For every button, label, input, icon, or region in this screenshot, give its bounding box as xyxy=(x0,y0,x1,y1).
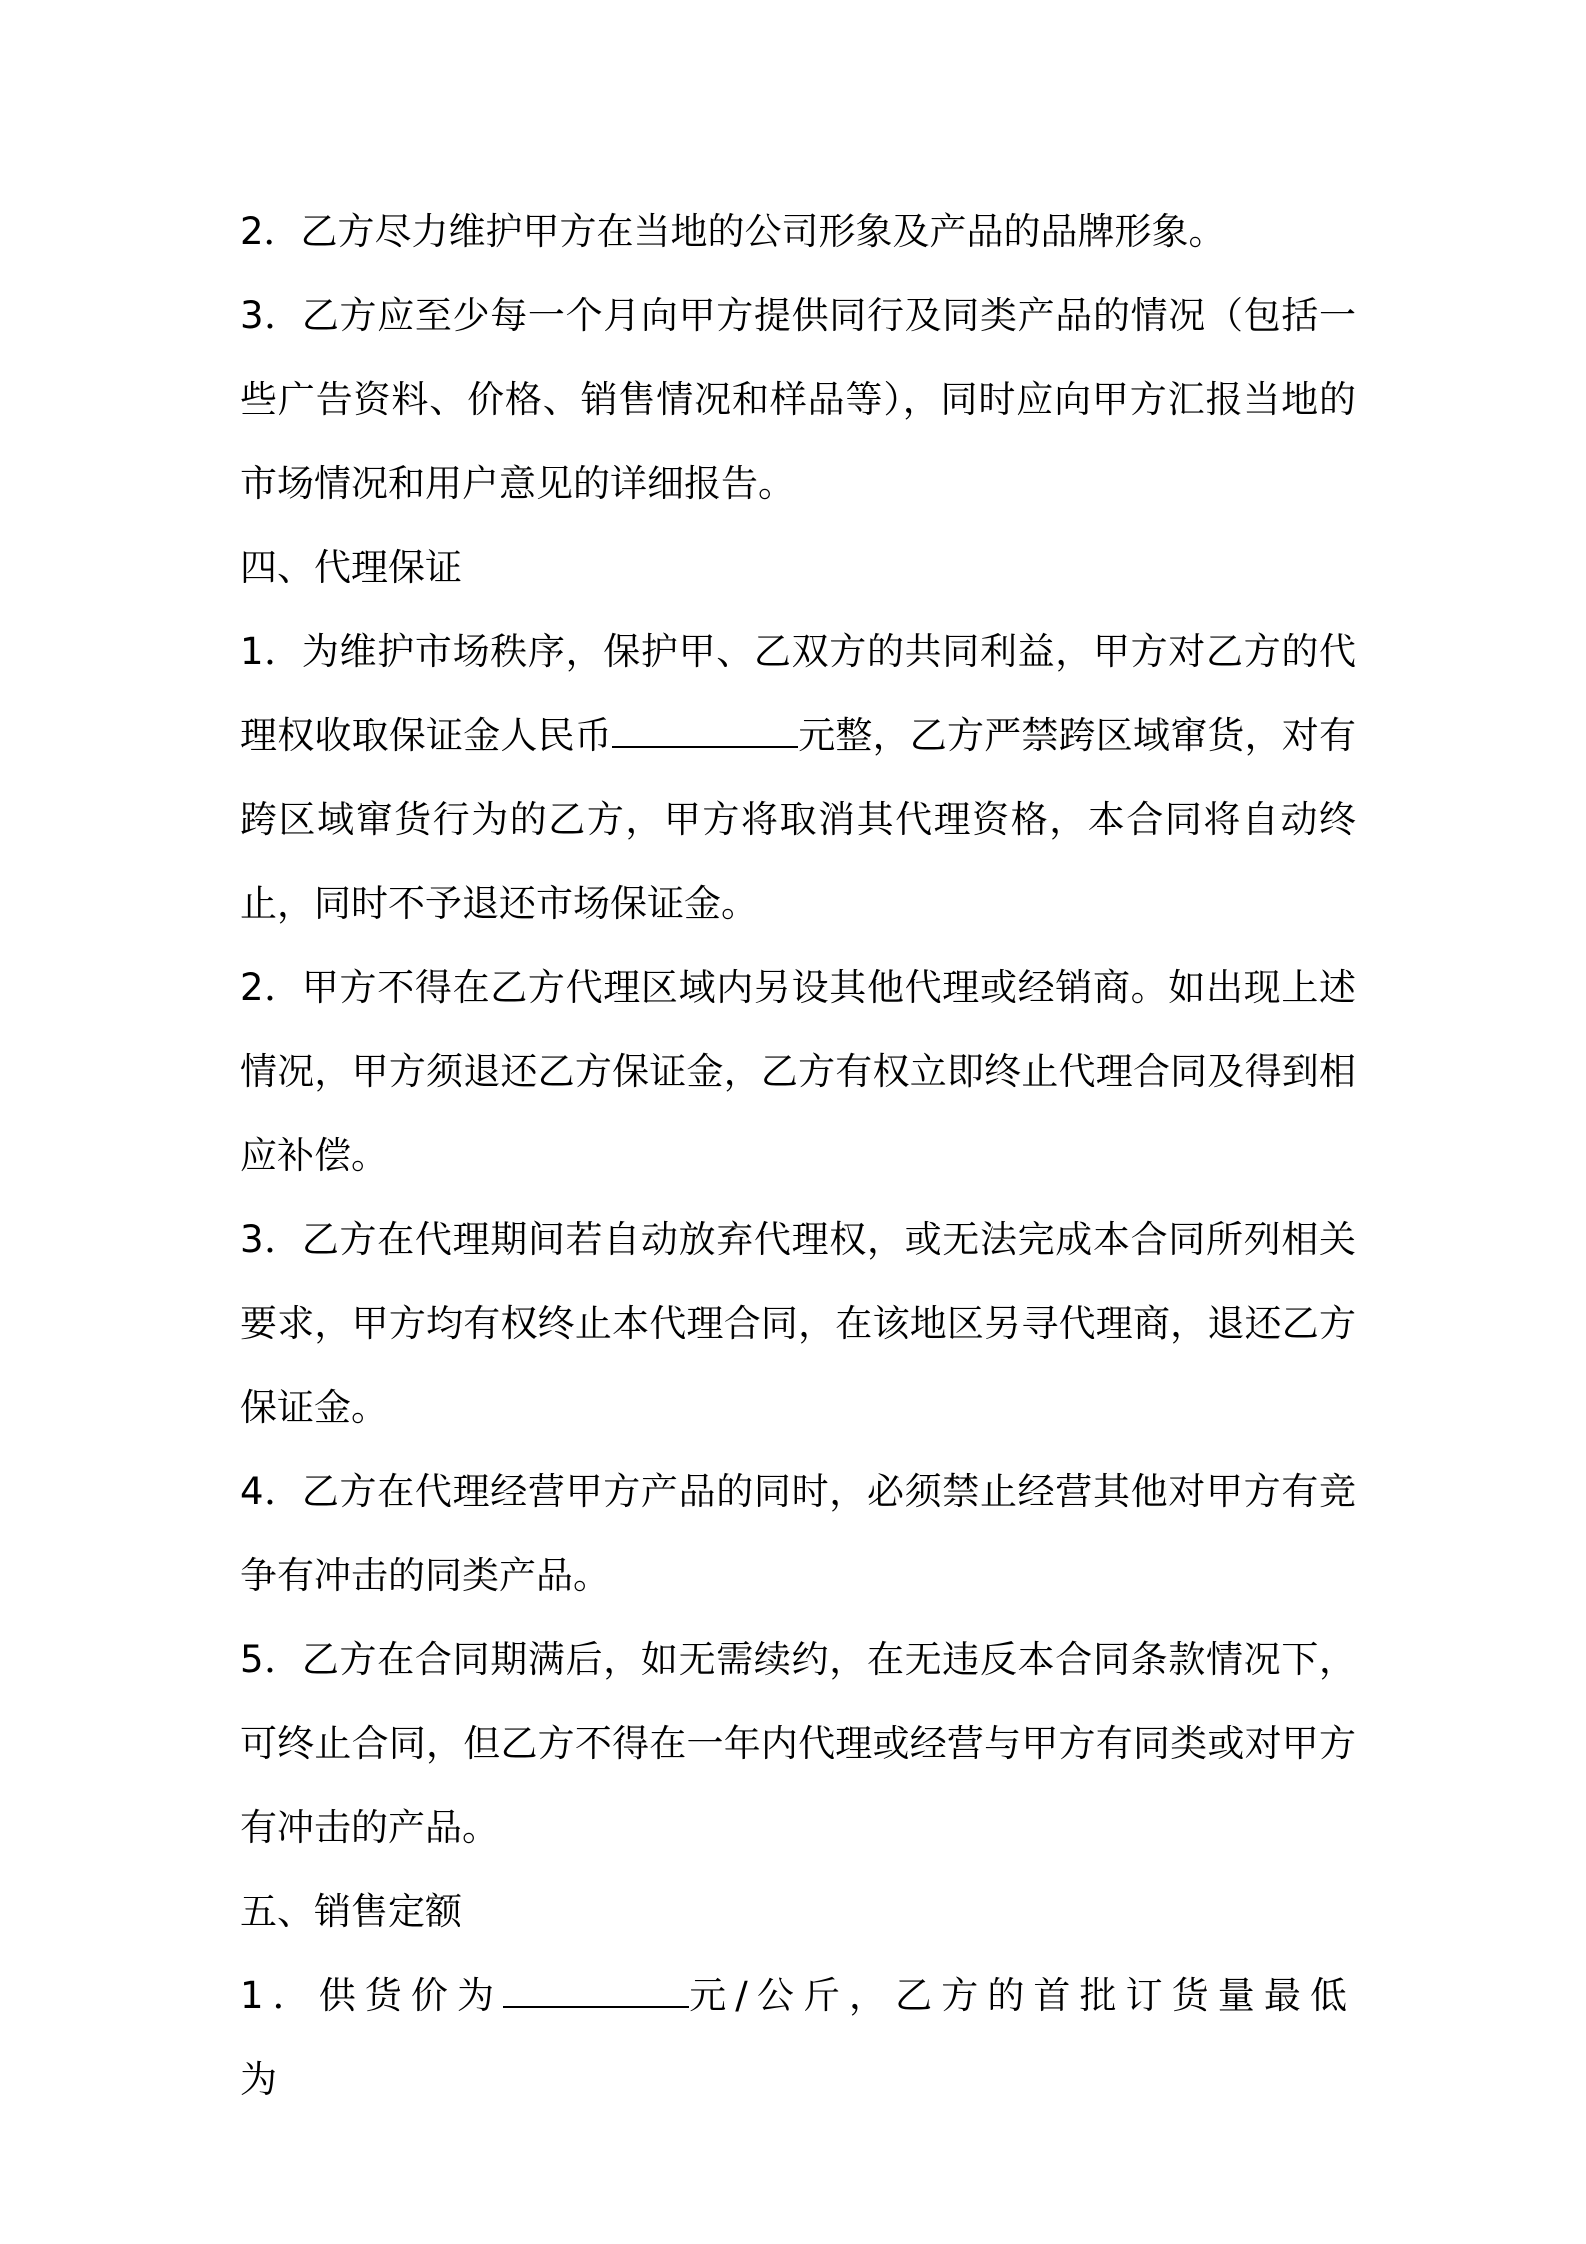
clause-5-1 xyxy=(240,1954,1356,2122)
clause-4-1-part-a: 1．为维护市场秩序，保护甲、乙双方的共同利益，甲方对乙方的代理权收取保证金人民币 xyxy=(240,630,1356,757)
document-page xyxy=(240,190,1356,2122)
clause-3-3: 3．乙方应至少每一个月向甲方提供同行及同类产品的情况（包括一些广告资料、价格、销售情况和样品等），同时应向甲方汇报当地的市场情况和用户意见的详细报告。 xyxy=(240,294,1356,505)
supply-price-blank[interactable] xyxy=(503,1976,689,2008)
clause-4-4: 4．乙方在代理经营甲方产品的同时，必须禁止经营其他对甲方有竞争有冲击的同类产品。 xyxy=(240,1470,1356,1597)
clause-5-1-part-b: 元/公斤，乙方的首批订货量最低为 xyxy=(240,1974,1356,2101)
clause-4-2: 2．甲方不得在乙方代理区域内另设其他代理或经销商。如出现上述情况，甲方须退还乙方保证金，乙方有权立即终止代理合同及得到相应补偿。 xyxy=(240,966,1356,1177)
section-heading-4: 四、代理保证 xyxy=(240,546,462,589)
clause-4-3: 3．乙方在代理期间若自动放弃代理权，或无法完成本合同所列相关要求，甲方均有权终止本代理合同，在该地区另寻代理商，退还乙方保证金。 xyxy=(240,1218,1356,1429)
deposit-amount-blank[interactable] xyxy=(612,716,798,748)
clause-5-1-part-a: 1．供货价为 xyxy=(240,1974,504,2017)
clause-4-1-part-b: 元整，乙方严禁跨区域窜货，对有跨区域窜货行为的乙方，甲方将取消其代理资格，本合同将自动终止，同时不予退还市场保证金。 xyxy=(240,714,1356,925)
section-heading-5: 五、销售定额 xyxy=(240,1890,462,1933)
clause-3-2: 2．乙方尽力维护甲方在当地的公司形象及产品的品牌形象。 xyxy=(240,210,1226,253)
clause-4-1 xyxy=(240,610,1356,946)
clause-4-5: 5．乙方在合同期满后，如无需续约，在无违反本合同条款情况下，可终止合同，但乙方不得在一年内代理或经营与甲方有同类或对甲方有冲击的产品。 xyxy=(240,1638,1356,1849)
